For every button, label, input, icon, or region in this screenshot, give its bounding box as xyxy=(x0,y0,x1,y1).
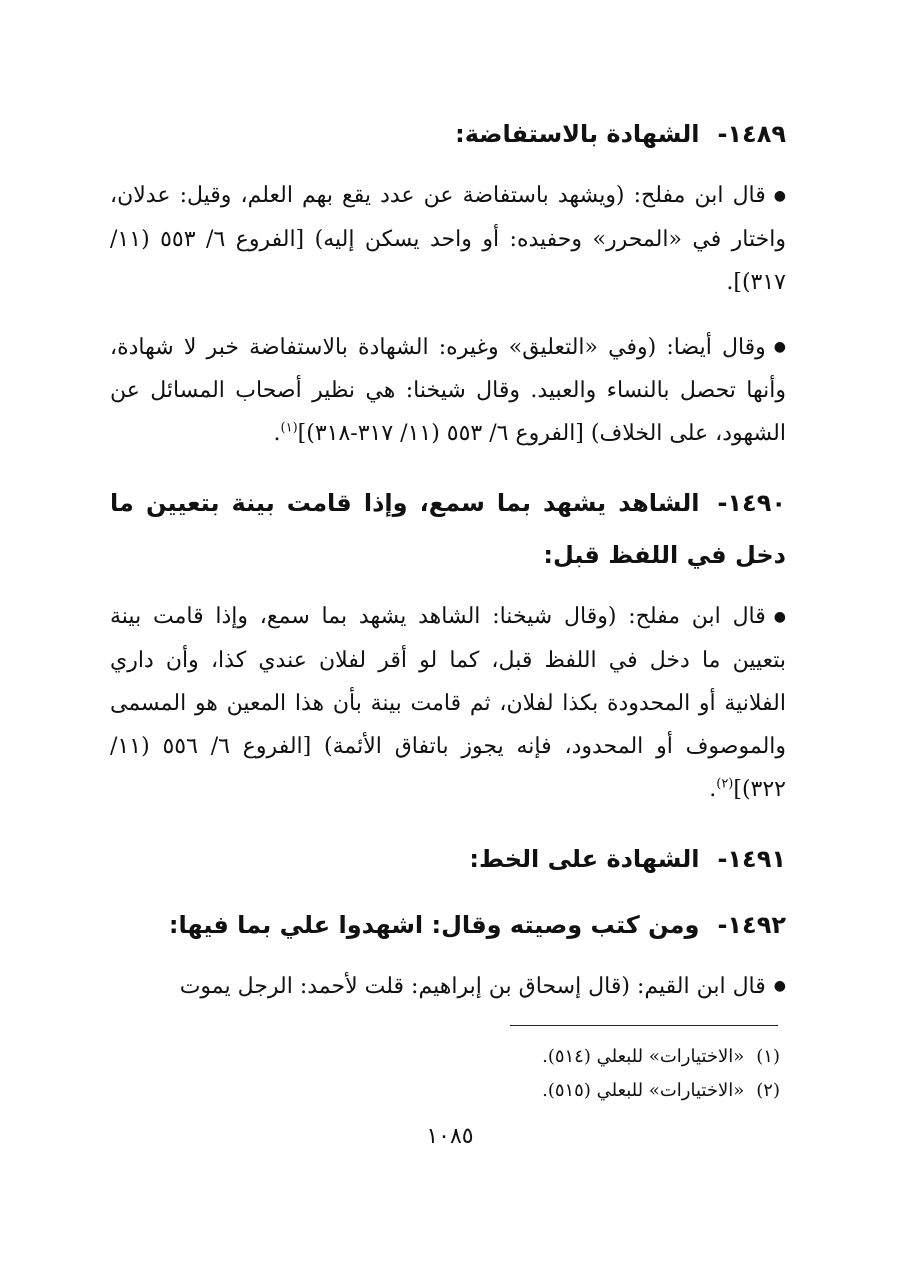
paragraph-4 xyxy=(110,965,786,1009)
footnote-number: (٢) xyxy=(756,1080,780,1101)
paragraph-2 xyxy=(110,326,786,456)
paragraph-3 xyxy=(110,595,786,811)
paragraph-text: قال ابن القيم: (قال إسحاق بن إبراهيم: قلت لأحمد: الرجل يموت xyxy=(179,973,766,999)
footnote-reference-1[interactable]: (١) xyxy=(280,420,298,436)
bullet-icon: ● xyxy=(773,608,786,625)
section-number: ١٤٨٩- xyxy=(717,120,786,148)
section-heading-1492 xyxy=(110,899,786,951)
paragraph-end: . xyxy=(273,421,281,446)
footnote-number: (١) xyxy=(756,1046,780,1067)
paragraph-end: . xyxy=(709,776,717,802)
section-heading-1489 xyxy=(110,108,786,160)
section-title: الشهادة بالاستفاضة: xyxy=(455,120,700,148)
paragraph-text: قال ابن مفلح: (ويشهد باستفاضة عن عدد يقع بهم العلم، وقيل: عدلان، واختار في «المحرر» وحفيده: أو واحد يسكن إليه) [الفروع ٦/ ٥٥٣ (١١/ ٣١٧)]. xyxy=(110,183,786,295)
footnote-divider xyxy=(510,1025,778,1026)
section-number: ١٤٩٢- xyxy=(717,910,786,939)
section-title: الشهادة على الخط: xyxy=(469,844,700,873)
section-heading-1491 xyxy=(110,833,786,885)
footnote-1 xyxy=(110,1040,780,1074)
section-number: ١٤٩١- xyxy=(717,844,786,873)
page-body xyxy=(110,108,786,1030)
paragraph-text: قال ابن مفلح: (وقال شيخنا: الشاهد يشهد بما سمع، وإذا قامت بينة بتعيين ما دخل في اللفظ قبل، كما لو أقر لفلان عندي كذا، وأن داري الفلانية أو المحدودة بكذا لفلان، ثم قامت بينة بأن هذا المعين هو المسمى والموصوف أو المحدود، فإنه يجوز باتفاق الأئمة) [الفروع ٦/ ٥٥٦ (١١/ ٣٢٢)] xyxy=(110,604,787,802)
footnote-text: «الاختيارات» للبعلي (٥١٥). xyxy=(542,1080,745,1101)
bullet-icon: ● xyxy=(773,187,786,204)
footnote-2 xyxy=(110,1074,780,1108)
paragraph-1 xyxy=(110,174,786,304)
bullet-icon: ● xyxy=(773,978,786,994)
footnotes xyxy=(110,1040,780,1108)
section-title: الشاهد يشهد بما سمع، وإذا قامت بينة بتعيين ما دخل في اللفظ قبل: xyxy=(110,489,786,569)
footnote-reference-2[interactable]: (٢) xyxy=(716,776,734,792)
section-number: ١٤٩٠- xyxy=(717,489,786,517)
section-title: ومن كتب وصيته وقال: اشهدوا علي بما فيها: xyxy=(168,910,700,939)
bullet-icon: ● xyxy=(773,339,787,355)
footnote-text: «الاختيارات» للبعلي (٥١٤). xyxy=(542,1046,745,1067)
paragraph-text: وقال أيضا: (وفي «التعليق» وغيره: الشهادة بالاستفاضة خبر لا شهادة، وأنها تحصل بالنساء والعبيد. وقال شيخنا: هي نظير أصحاب المسائل عن الشهود، على الخلاف) [الفروع ٦/ ٥٥٣ (١١/ ٣١٧-٣١٨)] xyxy=(110,334,786,446)
page-number: ١٠٨٥ xyxy=(426,1124,474,1149)
section-heading-1490 xyxy=(110,477,786,581)
